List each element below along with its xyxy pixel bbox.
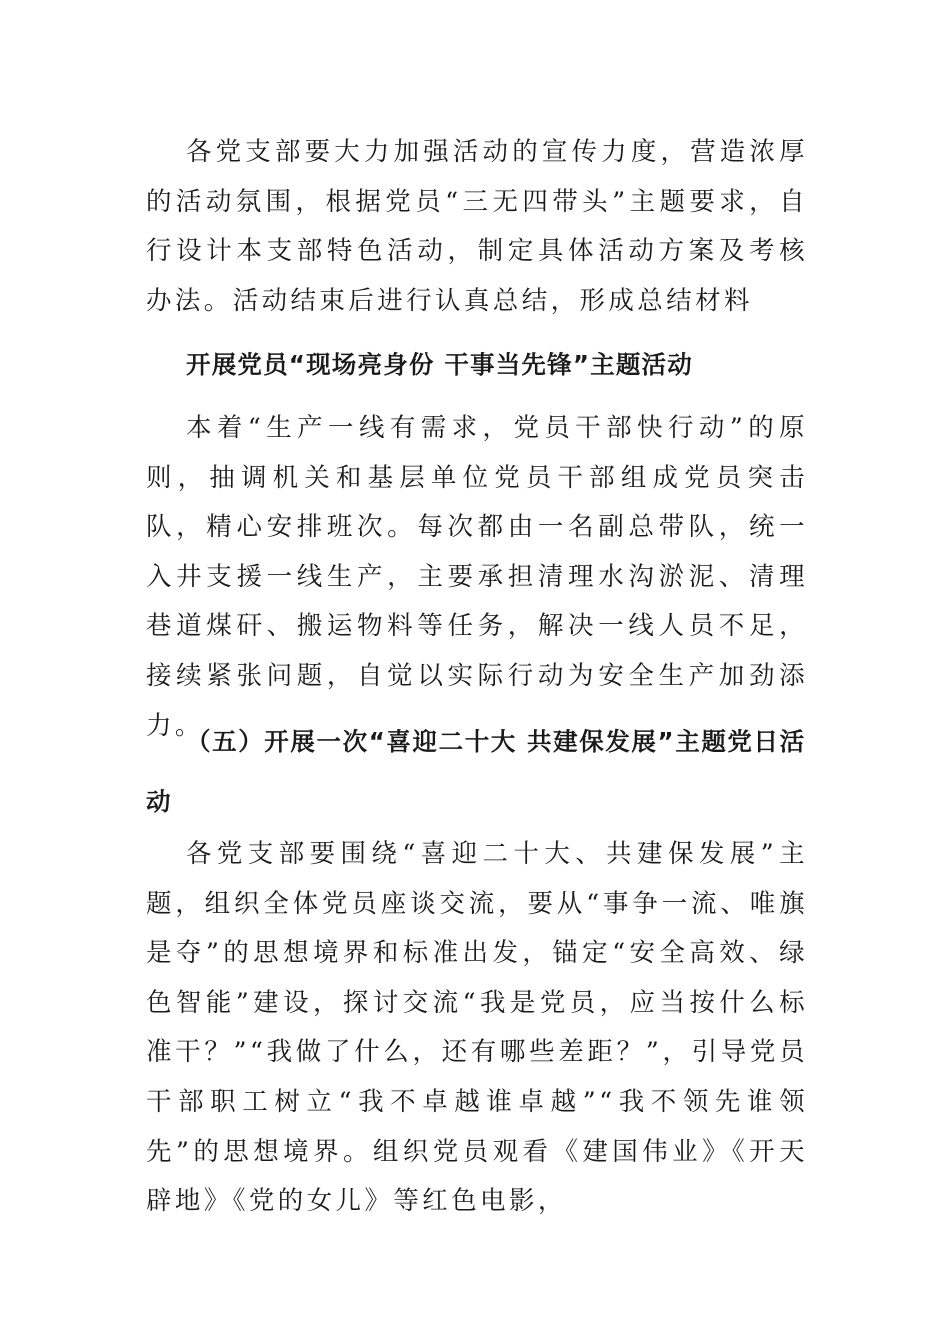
body-paragraph-party-day: 各党支部要围绕“喜迎二十大、共建保发展”主题，组织全体党员座谈交流，要从“事争一流、唯旗是夺”的思想境界和标准出发，锚定“安全高效、绿色智能”建设，探讨交流“我是党员，应当按什么标准干？”“我做了什么，还有哪些差距？”，引导党员干部职工树立“我不卓越谁卓越”“我不领先谁领先”的思想境界。组织党员观看《建国伟业》《开天辟地》《党的女儿》等红色电影， bbox=[146, 839, 808, 1217]
section-heading-vanguard: 开展党员“现场亮身份 干事当先锋”主题活动 bbox=[186, 350, 693, 379]
body-paragraph-publicity: 各党支部要大力加强活动的宣传力度，营造浓厚的活动氛围，根据党员“三无四带头”主题要求，自行设计本支部特色活动，制定具体活动方案及考核办法。活动结束后进行认真总结，形成总结材料 bbox=[146, 137, 808, 316]
body-paragraph-commando-team: 本着“生产一线有需求，党员干部快行动”的原则，抽调机关和基层单位党员干部组成党员突击队，精心安排班次。每次都由一名副总带队，统一入井支援一线生产，主要承担清理水沟淤泥、清理巷道煤矸、搬运物料等任务，解决一线人员不足，接续紧张问题，自觉以实际行动为安全生产加劲添力。 bbox=[146, 413, 808, 741]
section-heading-party-day: （五）开展一次“喜迎二十大 共建保发展”主题党日活动 bbox=[146, 727, 806, 816]
